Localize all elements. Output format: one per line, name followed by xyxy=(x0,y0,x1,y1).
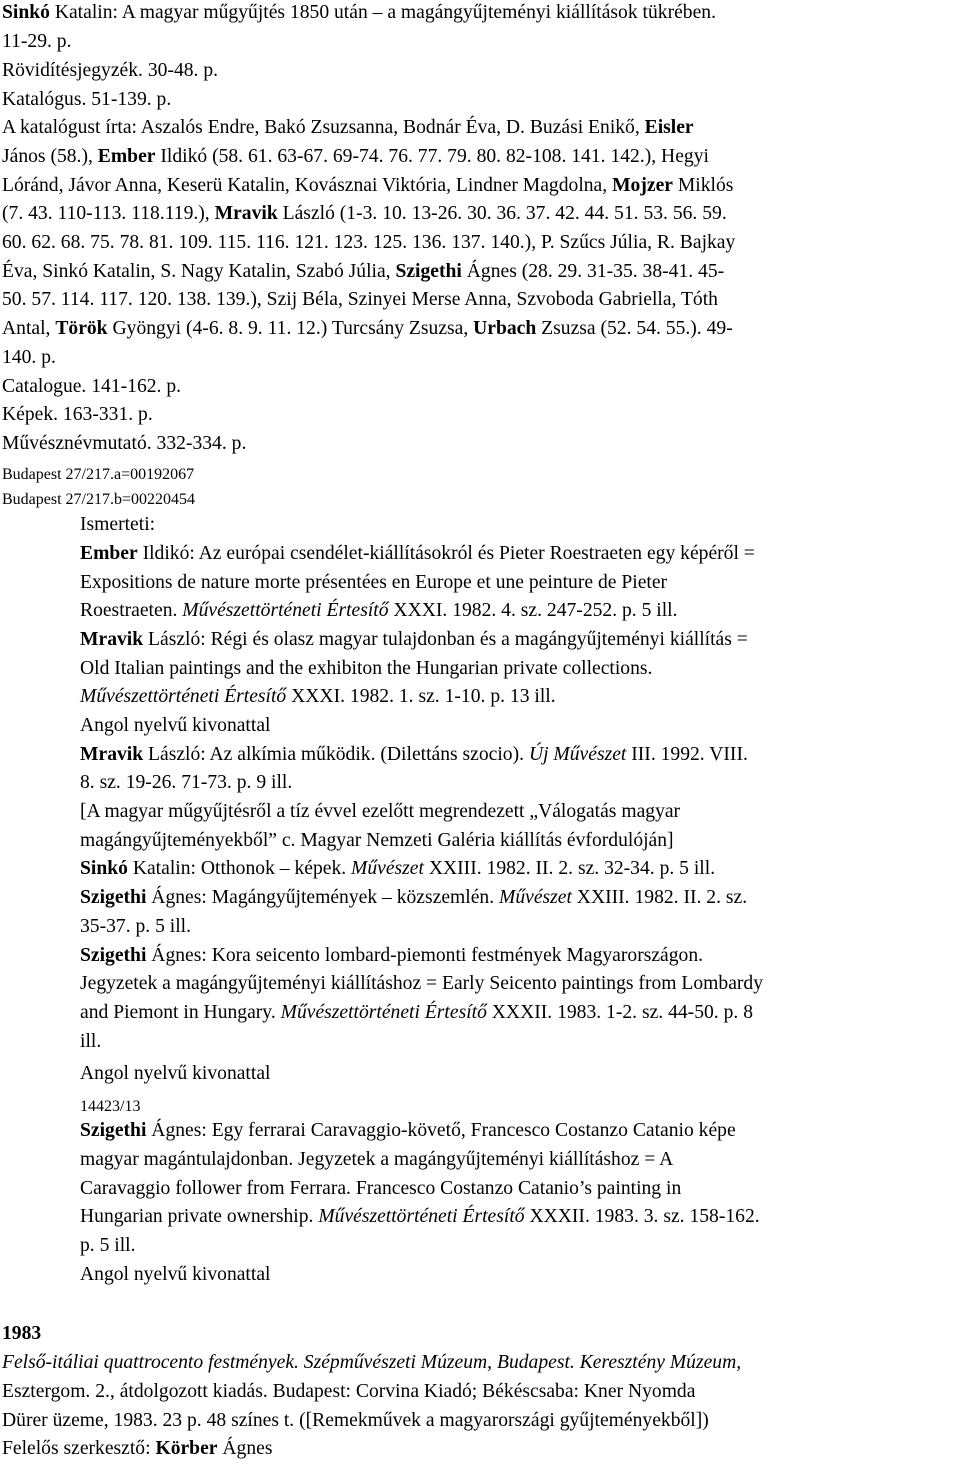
entry-line: Dürer üzeme, 1983. 23 p. 48 színes t. ([Remekművek a magyarországi gyűjteményekből]) xyxy=(2,1410,709,1431)
catalogue-line: Katalógus. 51-139. p. xyxy=(2,89,172,110)
authors-line: 60. 62. 68. 75. 78. 81. 109. 115. 116. 121. 123. 125. 136. 137. 140.), P. Szűcs Júlia, R. Bajkay xyxy=(2,232,736,253)
year-heading: 1983 xyxy=(2,1323,42,1344)
review-line: Roestraeten. Művészettörténeti Értesítő XXXI. 1982. 4. sz. 247-252. p. 5 ill. xyxy=(80,600,678,621)
authors-line: A katalógust írta: Aszalós Endre, Bakó Zsuzsanna, Bodnár Éva, D. Buzási Enikő, Eisler xyxy=(2,117,694,138)
review-line: p. 5 ill. xyxy=(80,1235,136,1256)
editor-line: Felelős szerkesztő: Körber Ágnes xyxy=(2,1438,273,1459)
review-line: Hungarian private ownership. Művészettörténeti Értesítő XXXII. 1983. 3. sz. 158-162. xyxy=(80,1206,760,1227)
review-line: 35-37. p. 5 ill. xyxy=(80,916,192,937)
review-line: Caravaggio follower from Ferrara. Francesco Costanzo Catanio’s painting in xyxy=(80,1178,682,1199)
page-range-line: 11-29. p. xyxy=(2,31,72,52)
review-line: Expositions de nature morte présentées en Europe et une peinture de Pieter xyxy=(80,572,668,593)
entry-line: Esztergom. 2., átdolgozott kiadás. Budapest: Corvina Kiadó; Békéscsaba: Kner Nyomda xyxy=(2,1381,696,1402)
review-line: Angol nyelvű kivonattal xyxy=(80,715,271,736)
abbreviations-line: Rövidítésjegyzék. 30-48. p. xyxy=(2,60,219,81)
review-line: magyar magántulajdonban. Jegyzetek a magángyűjteményi kiállításhoz = A xyxy=(80,1149,674,1170)
review-shelfmark: 14423/13 xyxy=(80,1098,141,1115)
review-line: Ember Ildikó: Az európai csendélet-kiállításokról és Pieter Roestraeten egy képéről = xyxy=(80,543,755,564)
authors-line: (7. 43. 110-113. 118.119.), Mravik László (1-3. 10. 13-26. 30. 36. 37. 42. 44. 51. 53. 56. 59. xyxy=(2,203,727,224)
review-line: Szigethi Ágnes: Magángyűjtemények – közszemlén. Művészet XXIII. 1982. II. 2. sz. xyxy=(80,887,748,908)
review-line: Mravik László: Az alkímia működik. (Dilettáns szocio). Új Művészet III. 1992. VIII. xyxy=(80,744,748,765)
review-line: Művészettörténeti Értesítő XXXI. 1982. 1. sz. 1-10. p. 13 ill. xyxy=(80,686,556,707)
authors-line: 50. 57. 114. 117. 120. 138. 139.), Szij Béla, Szinyei Merse Anna, Szvoboda Gabriella, Tóth xyxy=(2,289,718,310)
entry-title-line: Sinkó Katalin: A magyar műgyűjtés 1850 után – a magángyűjteményi kiállítások tükrében. xyxy=(2,2,716,23)
review-line: Angol nyelvű kivonattal xyxy=(80,1264,271,1285)
catalogue-english-line: Catalogue. 141-162. p. xyxy=(2,376,182,397)
review-line: Angol nyelvű kivonattal xyxy=(80,1063,271,1084)
authors-line: Antal, Török Gyöngyi (4-6. 8. 9. 11. 12.) Turcsány Zsuzsa, Urbach Zsuzsa (52. 54. 55.). 49- xyxy=(2,318,733,339)
review-line: Szigethi Ágnes: Kora seicento lombard-piemonti festmények Magyarországon. xyxy=(80,945,704,966)
review-line: Sinkó Katalin: Otthonok – képek. Művészet XXIII. 1982. II. 2. sz. 32-34. p. 5 ill. xyxy=(80,858,716,879)
review-line: Jegyzetek a magángyűjteményi kiállításhoz = Early Seicento paintings from Lombardy xyxy=(80,973,764,994)
authors-line: János (58.), Ember Ildikó (58. 61. 63-67. 69-74. 76. 77. 79. 80. 82-108. 141. 142.), Hegyi xyxy=(2,146,709,167)
review-line: [A magyar műgyűjtésről a tíz évvel ezelőtt megrendezett „Válogatás magyar xyxy=(80,801,681,822)
reviews-heading: Ismerteti: xyxy=(80,514,156,535)
review-line: Old Italian paintings and the exhibiton the Hungarian private collections. xyxy=(80,658,653,679)
shelfmark: Budapest 27/217.a=00192067 xyxy=(2,466,195,483)
authors-line: Éva, Sinkó Katalin, S. Nagy Katalin, Szabó Júlia, Szigethi Ágnes (28. 29. 31-35. 38-41. 45- xyxy=(2,261,725,282)
review-line: 8. sz. 19-26. 71-73. p. 9 ill. xyxy=(80,772,293,793)
authors-line: 140. p. xyxy=(2,347,56,368)
authors-line: Lóránd, Jávor Anna, Keserü Katalin, Kovásznai Viktória, Lindner Magdolna, Mojzer Miklós xyxy=(2,175,734,196)
review-line: and Piemont in Hungary. Művészettörténeti Értesítő XXXII. 1983. 1-2. sz. 44-50. p. 8 xyxy=(80,1002,753,1023)
images-line: Képek. 163-331. p. xyxy=(2,404,153,425)
shelfmark: Budapest 27/217.b=00220454 xyxy=(2,491,196,508)
review-line: magángyűjteményekből” c. Magyar Nemzeti Galéria kiállítás évfordulóján] xyxy=(80,830,674,851)
review-line: Mravik László: Régi és olasz magyar tulajdonban és a magángyűjteményi kiállítás = xyxy=(80,629,748,650)
review-line: ill. xyxy=(80,1031,102,1052)
entry-title-line: Felső-itáliai quattrocento festmények. Szépművészeti Múzeum, Budapest. Keresztény Múzeum, xyxy=(2,1352,742,1373)
review-line: Szigethi Ágnes: Egy ferrarai Caravaggio-követő, Francesco Costanzo Catanio képe xyxy=(80,1120,736,1141)
artist-index-line: Művésznévmutató. 332-334. p. xyxy=(2,433,247,454)
